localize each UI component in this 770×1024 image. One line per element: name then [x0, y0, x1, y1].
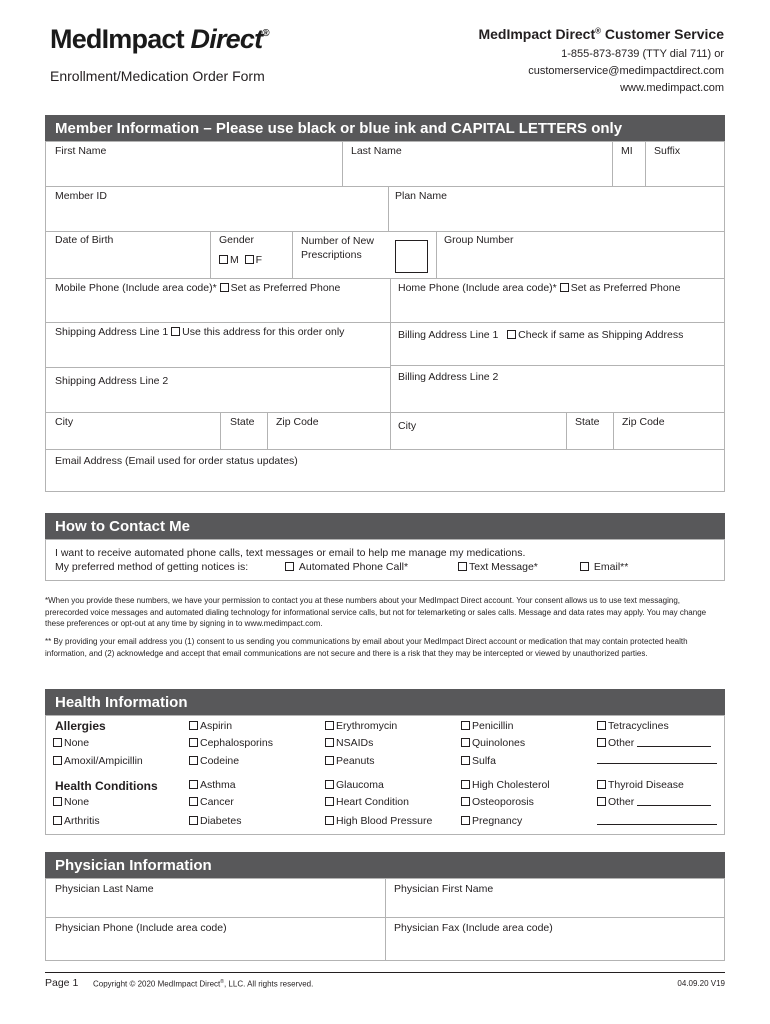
contact-call-option[interactable]: Automated Phone Call*: [285, 561, 408, 573]
allergy-checkbox[interactable]: [461, 738, 470, 747]
condition-other-line[interactable]: [637, 797, 711, 806]
condition-checkbox[interactable]: [325, 780, 334, 789]
service-phone: 1-855-873-8739 (TTY dial 711) or: [561, 48, 724, 60]
same-as-ship-checkbox[interactable]: [507, 330, 516, 339]
condition-label: Glaucoma: [336, 779, 384, 791]
allergy-other-line[interactable]: [597, 763, 717, 764]
condition-other-line[interactable]: [597, 824, 717, 825]
allergy-label: Erythromycin: [336, 720, 398, 732]
condition-label: Pregnancy: [472, 815, 523, 827]
allergy-option[interactable]: [189, 737, 273, 749]
condition-checkbox[interactable]: [53, 816, 62, 825]
condition-checkbox[interactable]: [189, 816, 198, 825]
condition-option[interactable]: [325, 779, 384, 791]
condition-label: Other: [608, 796, 635, 808]
allergy-option[interactable]: [325, 737, 373, 749]
allergy-checkbox[interactable]: [597, 738, 606, 747]
allergy-option[interactable]: [597, 720, 669, 732]
text-checkbox[interactable]: [458, 562, 467, 571]
physician-fax-field[interactable]: Physician Fax (Include area code): [394, 922, 553, 934]
num-new-rx-input[interactable]: [395, 240, 428, 273]
suffix-field[interactable]: Suffix: [654, 145, 681, 157]
bill-zip-field[interactable]: Zip Code: [622, 416, 665, 428]
condition-checkbox[interactable]: [325, 797, 334, 806]
condition-label: High Blood Pressure: [336, 815, 433, 827]
physician-last-name-field[interactable]: Physician Last Name: [55, 883, 154, 895]
condition-option[interactable]: [461, 779, 550, 791]
condition-label: Asthma: [200, 779, 236, 791]
gender-label: Gender: [219, 234, 255, 246]
ship-state-field[interactable]: State: [230, 416, 255, 428]
condition-label: Cancer: [200, 796, 234, 808]
call-checkbox[interactable]: [285, 562, 294, 571]
conditions-label: Health Conditions: [55, 779, 158, 793]
contact-line1: I want to receive automated phone calls, text messages or email to help me manage my medications.: [55, 547, 526, 559]
bill-state-field[interactable]: State: [575, 416, 600, 428]
allergy-label: Aspirin: [200, 720, 233, 732]
condition-checkbox[interactable]: [597, 780, 606, 789]
allergy-label: Sulfa: [472, 755, 496, 767]
allergy-option[interactable]: [189, 720, 232, 732]
contact-note-2: ** By providing your email address you (1) consent to us sending you communications by email about your MedImpact Direct account or medication that may contain protected health information, and (2) acknowledge and accept that email communications are not secure and there is a risk that they may be intercepted or viewed by unauthorized parties.: [45, 637, 688, 658]
condition-label: Diabetes: [200, 815, 242, 827]
version: 04.09.20 V19: [677, 979, 725, 988]
first-name-field[interactable]: First Name: [55, 145, 107, 157]
bill-line2-field[interactable]: Billing Address Line 2: [398, 371, 499, 383]
gender-m-checkbox[interactable]: [219, 255, 228, 264]
bill-line1-field[interactable]: Billing Address Line 1 Check if same as Shipping Address: [398, 329, 684, 341]
email-checkbox[interactable]: [580, 562, 589, 571]
contact-email-option[interactable]: Email**: [580, 561, 628, 573]
allergy-label: Cephalosporins: [200, 737, 273, 749]
mobile-phone-field[interactable]: Mobile Phone (Include area code)* Set as Preferred Phone: [55, 282, 341, 294]
allergy-checkbox[interactable]: [189, 721, 198, 730]
condition-option[interactable]: [189, 779, 236, 791]
form-title: Enrollment/Medication Order Form: [50, 68, 265, 84]
allergy-checkbox[interactable]: [189, 738, 198, 747]
allergy-label: Quinolones: [472, 737, 526, 749]
physician-first-name-field[interactable]: Physician First Name: [394, 883, 494, 895]
allergy-option[interactable]: [461, 720, 513, 732]
home-preferred-checkbox[interactable]: [560, 283, 569, 292]
condition-checkbox[interactable]: [461, 816, 470, 825]
email-field[interactable]: Email Address (Email used for order status updates): [55, 455, 298, 467]
ship-line1-field[interactable]: Shipping Address Line 1 Use this address for this order only: [55, 326, 345, 338]
condition-option[interactable]: [461, 815, 522, 827]
condition-checkbox[interactable]: [189, 797, 198, 806]
condition-option[interactable]: [325, 815, 432, 827]
allergies-label: Allergies: [55, 719, 106, 733]
allergy-option[interactable]: [53, 755, 143, 767]
allergy-label: Codeine: [200, 755, 240, 767]
dob-field[interactable]: Date of Birth: [55, 234, 114, 246]
allergy-label: Other: [608, 737, 635, 749]
contact-box: [45, 539, 725, 581]
home-phone-field[interactable]: Home Phone (Include area code)* Set as Preferred Phone: [398, 282, 681, 294]
allergy-option[interactable]: [53, 737, 89, 749]
service-email[interactable]: customerservice@medimpactdirect.com: [528, 65, 724, 77]
condition-label: Arthritis: [64, 815, 100, 827]
allergy-checkbox[interactable]: [461, 721, 470, 730]
gender-f-checkbox[interactable]: [245, 255, 254, 264]
allergy-label: Tetracyclines: [608, 720, 669, 732]
condition-option[interactable]: [53, 796, 89, 808]
plan-name-field[interactable]: Plan Name: [395, 190, 447, 202]
condition-option[interactable]: [461, 796, 534, 808]
condition-label: Heart Condition: [336, 796, 409, 808]
allergy-checkbox[interactable]: [461, 756, 470, 765]
condition-option[interactable]: [325, 796, 409, 808]
mi-field[interactable]: MI: [621, 145, 633, 157]
allergy-option[interactable]: [325, 755, 375, 767]
allergy-checkbox[interactable]: [189, 756, 198, 765]
contact-note-1: *When you provide these numbers, we have your permission to contact you at these numbers about your MedImpact Direct account. Your consent allows us to use text messaging, prerecorded voice messages and automated dialing technology for informational service calls, but not for telemarketing or sales calls. Message and data rates may apply. You may change these preferences or opt-out at any time by signing in to www.medimpact.com.: [45, 596, 707, 628]
contact-line2: My preferred method of getting notices is:: [55, 561, 249, 573]
condition-checkbox[interactable]: [325, 816, 334, 825]
physician-phone-field[interactable]: Physician Phone (Include area code): [55, 922, 227, 934]
condition-label: High Cholesterol: [472, 779, 550, 791]
contact-text-option[interactable]: Text Message*: [458, 561, 538, 573]
condition-label: None: [64, 796, 90, 808]
ship-line2-field[interactable]: Shipping Address Line 2: [55, 375, 169, 387]
condition-label: Thyroid Disease: [608, 779, 684, 791]
medimpact-direct-logo: MedImpact Direct®: [50, 24, 269, 54]
allergy-label: Amoxil/Ampicillin: [64, 755, 143, 767]
allergy-label: Penicillin: [472, 720, 514, 732]
condition-option[interactable]: [189, 796, 234, 808]
allergy-checkbox[interactable]: [325, 738, 334, 747]
allergy-option[interactable]: [189, 755, 239, 767]
condition-option[interactable]: [189, 815, 241, 827]
condition-checkbox[interactable]: [189, 780, 198, 789]
allergy-option[interactable]: [597, 737, 711, 749]
gender-options: M F: [219, 254, 262, 266]
service-website[interactable]: www.medimpact.com: [620, 82, 724, 94]
allergy-option[interactable]: [461, 755, 496, 767]
allergy-label: Peanuts: [336, 755, 375, 767]
condition-checkbox[interactable]: [53, 797, 62, 806]
condition-checkbox[interactable]: [461, 780, 470, 789]
page-number: Page 1: [45, 977, 79, 989]
use-address-checkbox[interactable]: [171, 327, 180, 336]
health-heading: Health Information: [45, 689, 725, 715]
member-id-field[interactable]: Member ID: [55, 190, 107, 202]
group-number-field[interactable]: Group Number: [444, 234, 514, 246]
num-new-rx-label: Number of New Prescriptions: [301, 235, 374, 261]
contact-heading: How to Contact Me: [45, 513, 725, 539]
ship-zip-field[interactable]: Zip Code: [276, 416, 319, 428]
allergy-checkbox[interactable]: [53, 738, 62, 747]
member-info-heading: Member Information – Please use black or blue ink and CAPITAL LETTERS only: [45, 115, 725, 141]
allergy-label: NSAIDs: [336, 737, 374, 749]
customer-service-title: MedImpact Direct® Customer Service: [478, 26, 724, 42]
allergy-label: None: [64, 737, 90, 749]
ship-city-field[interactable]: City: [55, 416, 74, 428]
condition-option[interactable]: [597, 779, 684, 791]
condition-option[interactable]: [597, 796, 711, 808]
condition-checkbox[interactable]: [597, 797, 606, 806]
mobile-preferred-checkbox[interactable]: [220, 283, 229, 292]
last-name-field[interactable]: Last Name: [351, 145, 402, 157]
member-info-grid: [45, 141, 725, 492]
physician-heading: Physician Information: [45, 852, 725, 878]
allergy-checkbox[interactable]: [325, 756, 334, 765]
allergy-other-line[interactable]: [637, 738, 711, 747]
allergy-checkbox[interactable]: [597, 721, 606, 730]
bill-city-field[interactable]: City: [398, 420, 417, 432]
allergy-option[interactable]: [461, 737, 525, 749]
condition-checkbox[interactable]: [461, 797, 470, 806]
allergy-checkbox[interactable]: [53, 756, 62, 765]
condition-option[interactable]: [53, 815, 100, 827]
copyright: Copyright © 2020 MedImpact Direct®, LLC. All rights reserved.: [93, 979, 314, 989]
allergy-checkbox[interactable]: [325, 721, 334, 730]
allergy-option[interactable]: [325, 720, 397, 732]
condition-label: Osteoporosis: [472, 796, 534, 808]
